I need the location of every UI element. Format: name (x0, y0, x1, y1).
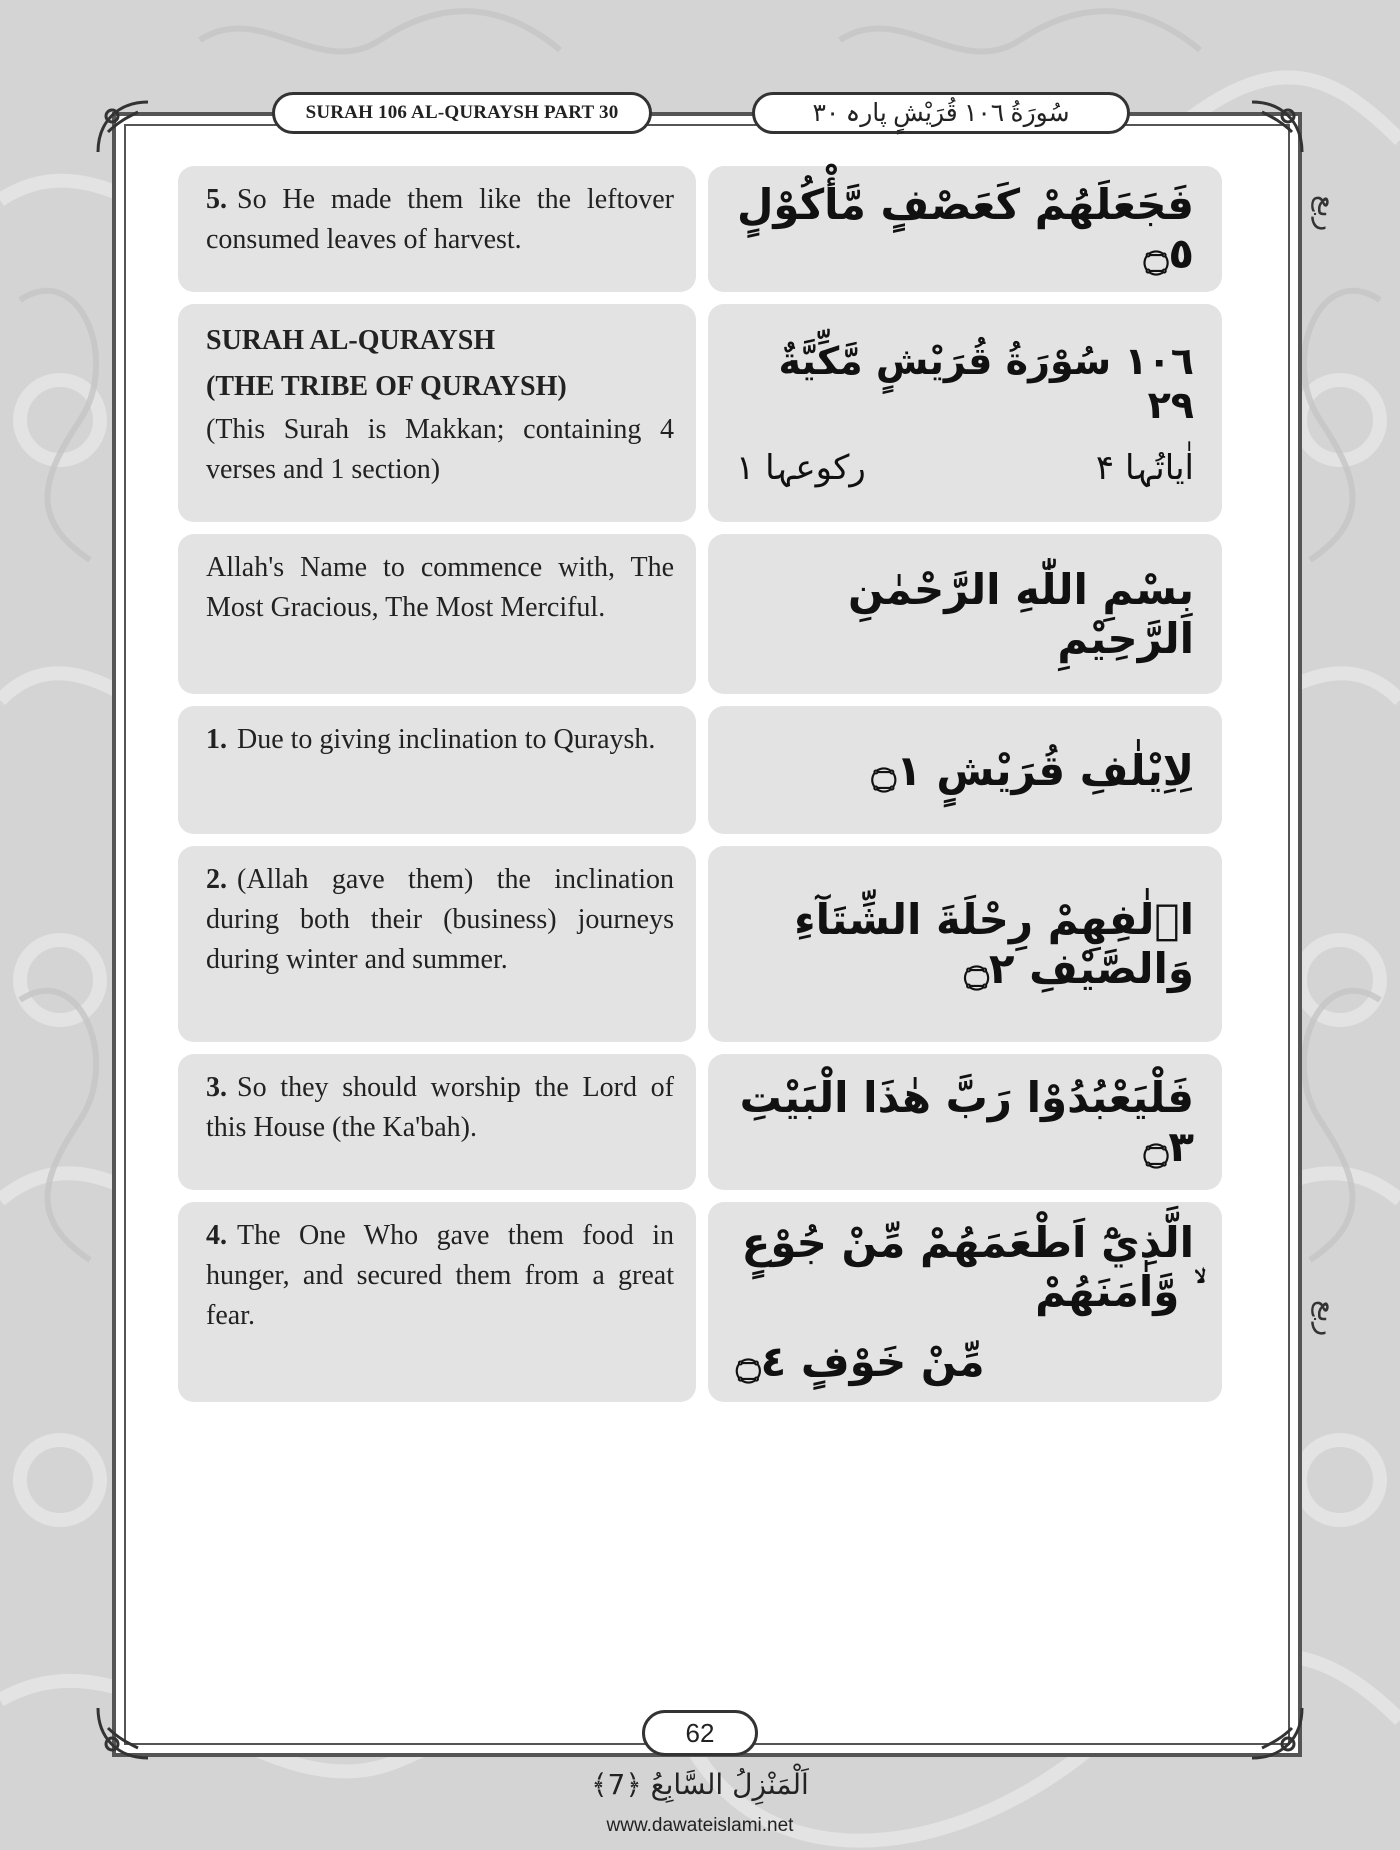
verse-table (178, 166, 1222, 1414)
verse-translation-text: So they should worship the Lord of this House (the Ka'bah). (206, 1072, 674, 1143)
verse-number: 1. (206, 724, 227, 755)
bismillah-arabic: بِسْمِ اللّٰهِ الرَّحْمٰنِ الرَّحِيْمِ (708, 534, 1222, 694)
verse-translation (178, 706, 696, 834)
verse-number: 5. (206, 184, 227, 215)
verse-arabic: فَجَعَلَهُمْ كَعَصْفٍ مَّأْكُوْلٍ ۝٥ (708, 166, 1222, 292)
verse-row-3 (178, 1054, 1222, 1190)
corner-ornament-top-right (1242, 92, 1312, 162)
verse-translation-text: Due to giving inclination to Quraysh. (237, 724, 656, 755)
verse-number: 4. (206, 1220, 227, 1251)
verse-translation-text: The One Who gave them food in hunger, and secured them from a great fear. (206, 1220, 674, 1331)
verse-translation (178, 1202, 696, 1402)
verse-arabic-line-1: الَّذِيْٓ اَطْعَمَهُمْ مِّنْ جُوْعٍ ۙ وَّاٰمَنَهُمْ (741, 1218, 1194, 1316)
verse-arabic-line-2: مِّنْ خَوْفٍ ۝٤ (736, 1337, 985, 1386)
manzil-label: اَلْمَنْزِلُ السَّابِعُ ﴿7﴾ (591, 1768, 809, 1801)
surah-heading-arabic: ١٠٦ سُوْرَةُ قُرَيْشٍ مَّكِّيَّةٌ ٢٩ (778, 338, 1194, 427)
margin-mark-rub-top: ربع (1311, 195, 1342, 232)
verse-translation (178, 846, 696, 1042)
verse-row-4 (178, 1202, 1222, 1402)
corner-ornament-bottom-right (1242, 1698, 1312, 1768)
surah-name: SURAH AL-QURAYSH (206, 325, 496, 356)
verse-number: 2. (206, 864, 227, 895)
header-surah-title-arabic: سُورَةُ ١٠٦ قُرَيْشٍ پارہ ٣٠ (752, 92, 1130, 134)
ruku-count-arabic: رکوعہا ١ (736, 447, 866, 488)
website-url: www.dawateislami.net (606, 1815, 794, 1836)
header-surah-title-english: SURAH 106 AL-QURAYSH PART 30 (272, 92, 652, 134)
verse-translation (178, 166, 696, 292)
margin-mark-rub-bottom: ربع (1311, 1300, 1342, 1337)
verse-translation-text: So He made them like the leftover consumed leaves of harvest. (206, 184, 674, 255)
bismillah-row (178, 534, 1222, 694)
corner-ornament-bottom-left (88, 1698, 158, 1768)
surah-name-translation: (THE TRIBE OF QURAYSH) (206, 371, 567, 402)
verse-arabic: اٖلٰفِهِمْ رِحْلَةَ الشِّتَآءِ وَالصَّيْفِ ۝٢ (708, 846, 1222, 1042)
verse-arabic: لِاِيْلٰفِ قُرَيْشٍ ۝١ (708, 706, 1222, 834)
bismillah-translation: Allah's Name to commence with, The Most Gracious, The Most Merciful. (178, 534, 696, 694)
surah-intro (178, 304, 696, 522)
verse-arabic: فَلْيَعْبُدُوْا رَبَّ هٰذَا الْبَيْتِ ۝٣ (708, 1054, 1222, 1190)
verse-row-2 (178, 846, 1222, 1042)
verse-row-1 (178, 706, 1222, 834)
verse-number: 3. (206, 1072, 227, 1103)
surah-intro-arabic (708, 304, 1222, 522)
page-number: 62 (642, 1710, 758, 1756)
corner-ornament-top-left (88, 92, 158, 162)
verse-arabic (708, 1202, 1222, 1402)
verse-row-5 (178, 166, 1222, 292)
ayat-count-arabic: اٰیاتُہا ۴ (1095, 447, 1194, 488)
surah-meta-arabic (736, 447, 1194, 488)
surah-description: (This Surah is Makkan; containing 4 verses and 1 section) (206, 414, 674, 485)
verse-translation (178, 1054, 696, 1190)
verse-translation-text: (Allah gave them) the inclination during both their (business) journeys during winter and summer. (206, 864, 674, 975)
surah-intro-row (178, 304, 1222, 522)
